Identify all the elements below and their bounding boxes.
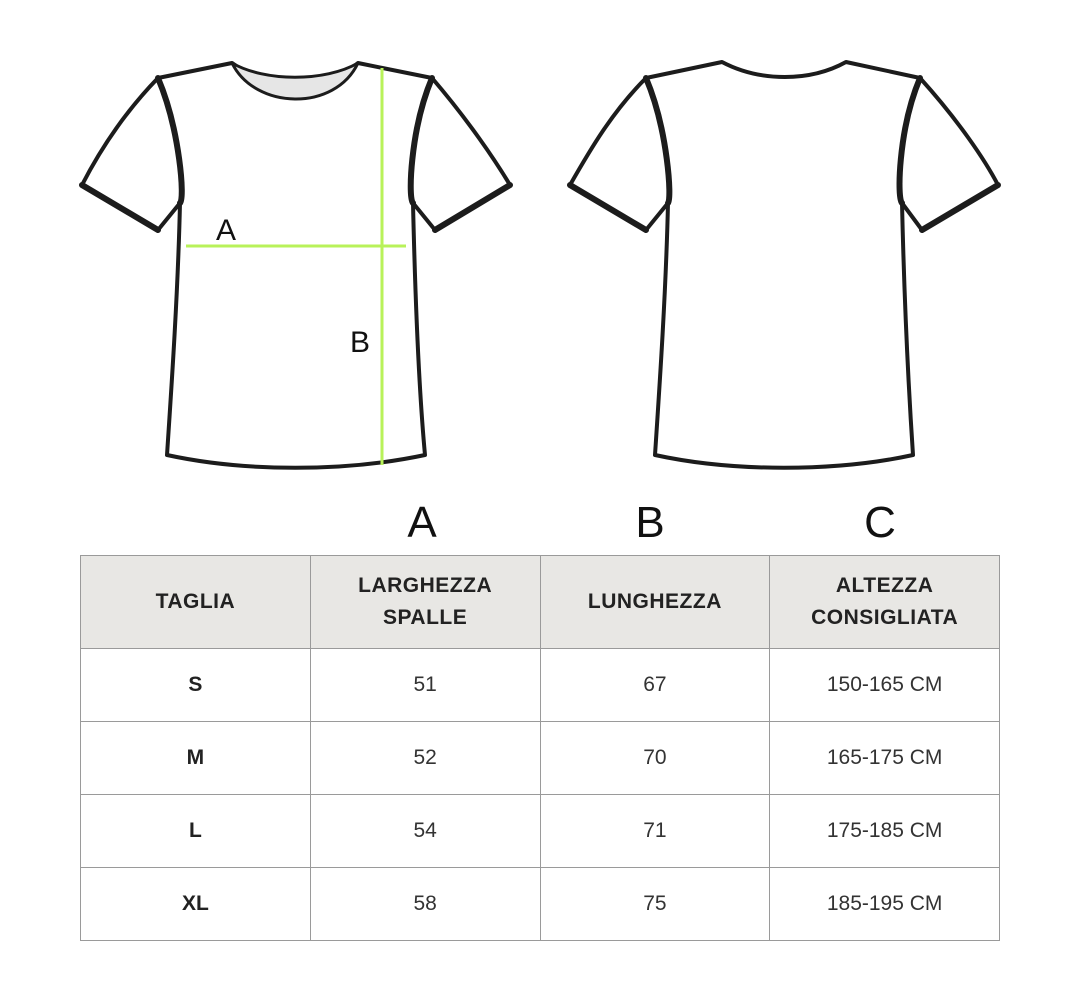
tshirt-diagram bbox=[0, 0, 1080, 490]
table-header-row bbox=[81, 556, 1000, 649]
height-cell: 185-195 CM bbox=[770, 868, 1000, 941]
header-altezza-consigliata bbox=[770, 556, 1000, 649]
height-cell: 165-175 CM bbox=[770, 722, 1000, 795]
length-cell: 67 bbox=[540, 649, 770, 722]
header-larghezza-spalle bbox=[310, 556, 540, 649]
header-text: ALTEZZA bbox=[835, 574, 934, 597]
measure-label-b: B bbox=[350, 326, 371, 359]
length-cell: 71 bbox=[540, 795, 770, 868]
table-row bbox=[81, 649, 1000, 722]
size-cell: S bbox=[81, 649, 311, 722]
column-letter-b: B bbox=[635, 498, 665, 547]
column-letter-a: A bbox=[407, 498, 437, 547]
column-letter-c: C bbox=[864, 498, 896, 547]
width-cell: 54 bbox=[310, 795, 540, 868]
header-text: TAGLIA bbox=[155, 590, 236, 613]
header-lunghezza bbox=[540, 556, 770, 649]
length-cell: 75 bbox=[540, 868, 770, 941]
height-cell: 175-185 CM bbox=[770, 795, 1000, 868]
table-row bbox=[81, 795, 1000, 868]
size-cell: L bbox=[81, 795, 311, 868]
tshirt-back bbox=[570, 62, 998, 468]
width-cell: 52 bbox=[310, 722, 540, 795]
size-table bbox=[80, 555, 1000, 941]
tshirt-front bbox=[82, 63, 510, 468]
height-cell: 150-165 CM bbox=[770, 649, 1000, 722]
width-cell: 58 bbox=[310, 868, 540, 941]
header-text: CONSIGLIATA bbox=[811, 606, 959, 629]
header-taglia bbox=[81, 556, 311, 649]
size-cell: XL bbox=[81, 868, 311, 941]
header-text: LUNGHEZZA bbox=[587, 590, 722, 613]
front-body-outline bbox=[82, 63, 510, 468]
size-cell: M bbox=[81, 722, 311, 795]
header-text: SPALLE bbox=[382, 606, 468, 629]
table-row bbox=[81, 868, 1000, 941]
header-text: LARGHEZZA bbox=[358, 574, 493, 597]
length-cell: 70 bbox=[540, 722, 770, 795]
table-row bbox=[81, 722, 1000, 795]
width-cell: 51 bbox=[310, 649, 540, 722]
measure-label-a: A bbox=[216, 214, 237, 247]
back-body-outline bbox=[570, 62, 998, 468]
